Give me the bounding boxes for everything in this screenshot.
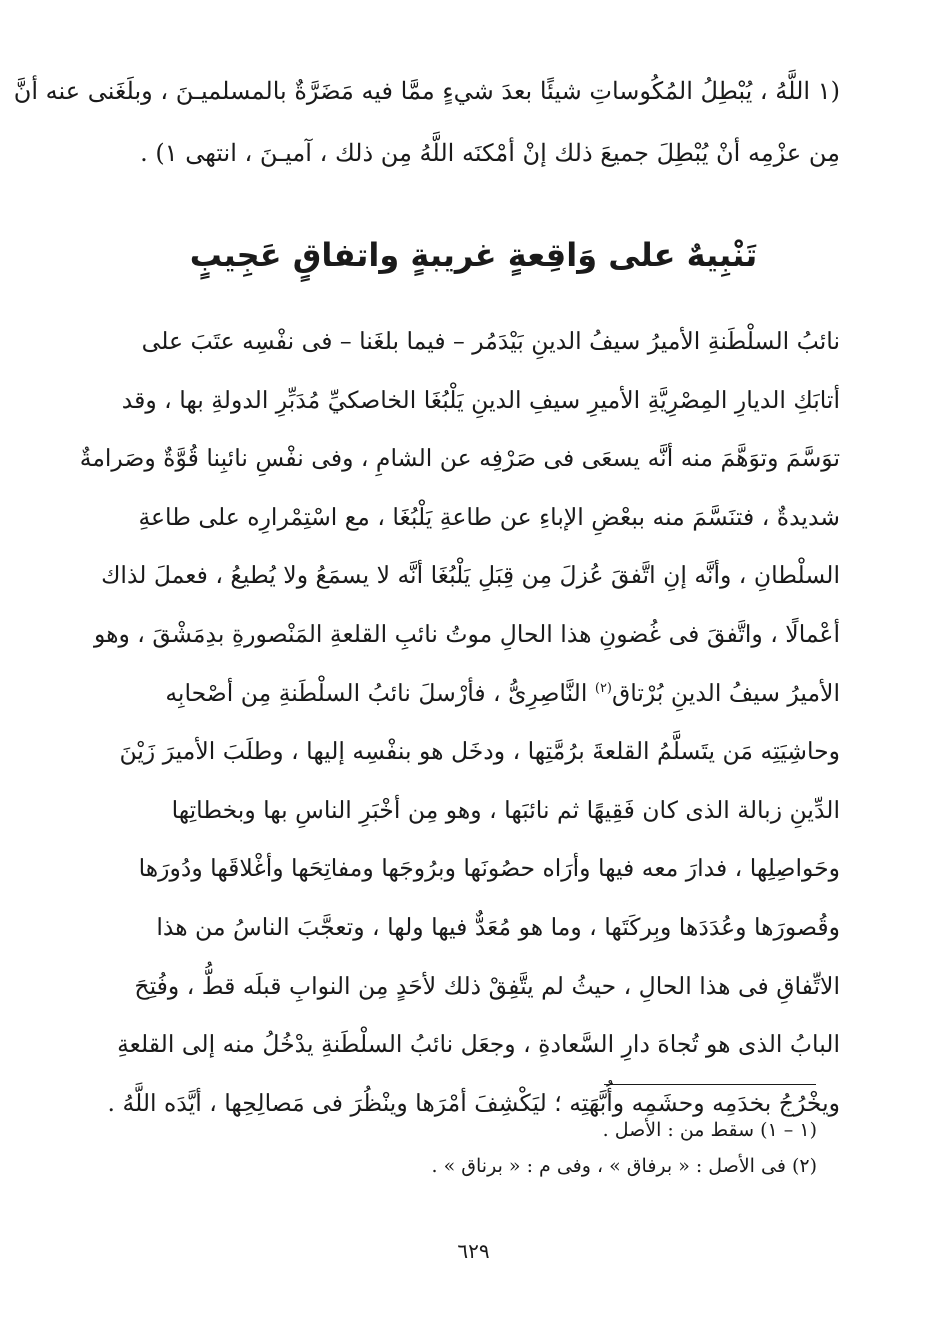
body-line-end: النَّاصِرِىُّ ، فأرْسلَ نائبُ السلْطَنةِ مِن أصْحابِه bbox=[165, 678, 588, 707]
intro-line: مِن عزْمِه أنْ يُبْطِلَ جميعَ ذلك إنْ أمْكنَه اللَّهُ مِن ذلك ، آميـنَ ، انتهى ١) . bbox=[140, 139, 840, 167]
page-number: ٦٢٩ bbox=[457, 1239, 490, 1263]
intro-line: (١ اللَّهُ ، يُبْطِلُ المُكُوساتِ شيئًا بعدَ شيءٍ ممَّا فيه مَضَرَّةٌ بالمسلميـنَ ، وبلَغَنى عنه أنَّ bbox=[13, 77, 840, 105]
body-line-with-note bbox=[100, 664, 840, 723]
section-heading: تَنْبِيهٌ على وَاقِعةٍ غريبةٍ واتفاقٍ عَجِيبٍ bbox=[189, 236, 758, 274]
body-line: البابُ الذى هو تُجاهَ دارِ السَّعادةِ ، وجعَل نائبُ السلْطَنةِ يدْخُلُ منه إلى القلعةِ bbox=[117, 1030, 840, 1059]
footnote: (٢) فى الأصل : « برفاق » ، وفى م : « برناق » . bbox=[431, 1155, 817, 1177]
body-line: أتابَكِ الديارِ المِصْرِيَّةِ الأميرِ سيفِ الدينِ يَلْبُغَا الخاصكيِّ مُدَبِّرِ الدولةِ بها ، وقد bbox=[121, 385, 840, 414]
body-line: وحَواصِلِها ، فدارَ معه فيها وأرَاه حصُونَها وبرُوجَها ومفاتِحَها وأغْلاقَها ودُورَها bbox=[138, 854, 840, 883]
footnote-marker: (٢) bbox=[594, 680, 612, 696]
body-line: وحاشِيَتِه مَن يتَسلَّمُ القلعةَ برُمَّتِها ، ودخَل هو بنفْسِه إليها ، وطلَبَ الأميرَ زَيْنَ bbox=[119, 737, 840, 766]
body-line: الاتِّفاقِ فى هذا الحالِ ، حيثُ لم يتَّفِقْ ذلك لأحَدٍ مِن النوابِ قبلَه قطُّ ، وفُتِحَ bbox=[134, 971, 840, 1000]
body-line: شديدةٌ ، فتنَسَّمَ منه ببعْضِ الإباءِ عن طاعةِ يَلْبُغَا ، مع اسْتِمْرارِه على طاعةِ bbox=[138, 502, 840, 531]
body-line: ويخْرُجُ بخدَمِه وحشَمِه وأُبَّهَتِه ؛ ليَكْشِفَ أمْرَها وينْظُرَ فى مَصالِحِها ، أيَّدَه اللَّهُ . bbox=[107, 1088, 840, 1117]
footnote: (١ – ١) سقط من : الأصل . bbox=[602, 1119, 817, 1141]
body-line: نائبُ السلْطَنةِ الأميرُ سيفُ الدينِ بَيْدَمُر – فيما بلغَنا – فى نفْسِه عتَبَ على bbox=[141, 327, 840, 355]
body-line: وقُصورَها وعُدَدَها وبِركَتَها ، وما هو مُعَدٌّ فيها ولها ، وتعجَّبَ الناسُ من هذا bbox=[156, 912, 840, 941]
footnotes bbox=[350, 1112, 817, 1184]
body-line: الدِّينِ زبالة الذى كان فَقِيهًا ثم نائبَها ، وهو مِن أخْبَرِ الناسِ بها وبخطاتِها bbox=[171, 795, 840, 824]
footnote-separator bbox=[604, 1084, 816, 1085]
body-line: السلْطانِ ، وأنَّه إنِ اتَّفقَ عُزلَ مِن قِبَلِ يَلْبُغَا أنَّه لا يسمَعُ ولا يُطيعُ ، فعملَ لذاك bbox=[101, 561, 840, 590]
body-line: أعْمالًا ، واتَّفقَ فى غُضونِ هذا الحالِ موتُ نائبِ القلعةِ المَنْصورةِ بدِمَشْقَ ، وهو bbox=[93, 619, 840, 648]
intro-paragraph bbox=[13, 60, 840, 184]
body-paragraph bbox=[79, 312, 840, 1132]
body-line-start: الأميرُ سيفُ الدينِ بُرْتاق bbox=[612, 678, 840, 707]
body-line: توَسَّمَ وتوَهَّمَ منه أنَّه يسعَى فى صَرْفِه عن الشامِ ، وفى نفْسِ نائبِنا قُوَّةٌ وصَرامةٌ bbox=[79, 444, 840, 473]
